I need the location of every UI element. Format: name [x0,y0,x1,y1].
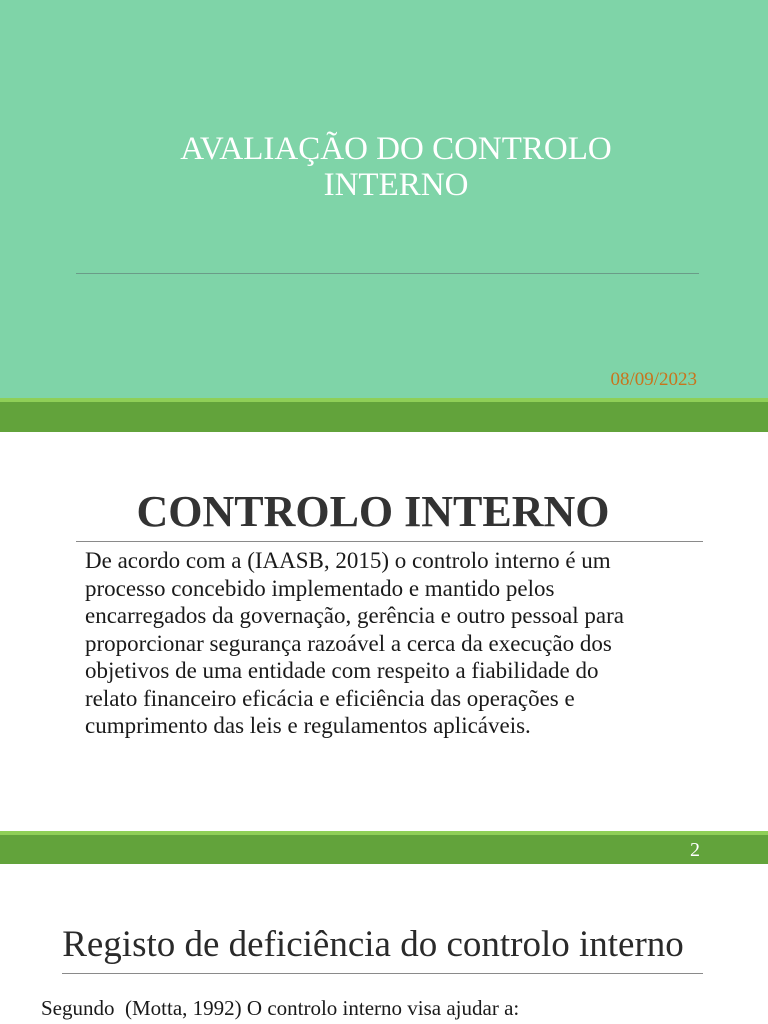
slide-footer-band [0,398,768,432]
body-line: objetivos de uma entidade com respeito a fiabilidade do [85,658,599,683]
title-line-2: INTERNO [323,167,469,203]
body-line: proporcionar segurança razoável a cerca da execução dos [85,630,612,656]
body-line: De acordo com a (IAASB, 2015) o controlo interno é um [85,548,611,573]
slide-title-controlo-interno: CONTROLO INTERNO [136,487,610,536]
slide-title-divider [62,973,703,974]
band-highlight-line [0,398,768,402]
slide-title-divider [76,541,703,542]
body-line: processo concebido implementado e mantido pelos [85,575,555,601]
presentation-date: 08/09/2023 [610,369,697,390]
title-line-1: AVALIAÇÃO DO CONTROLO [180,131,612,167]
slide-body-text [85,547,705,740]
slide-body-text: Segundo (Motta, 1992) O controlo interno visa ajudar a: [41,996,520,1020]
slide-number: 2 [690,839,700,861]
slide-title-registo: Registo de deficiência do controlo interno [62,924,684,965]
body-line: relato financeiro eficácia e eficiência das operações e [85,685,575,711]
title-divider [76,273,699,274]
body-line: encarregados da governação, gerência e outro pessoal para [85,603,624,628]
presentation-title [60,131,732,203]
title-slide [0,0,768,398]
body-line: cumprimento das leis e regulamentos aplicáveis. [85,713,531,738]
slide-footer-band [0,831,768,864]
band-highlight-line [0,831,768,835]
